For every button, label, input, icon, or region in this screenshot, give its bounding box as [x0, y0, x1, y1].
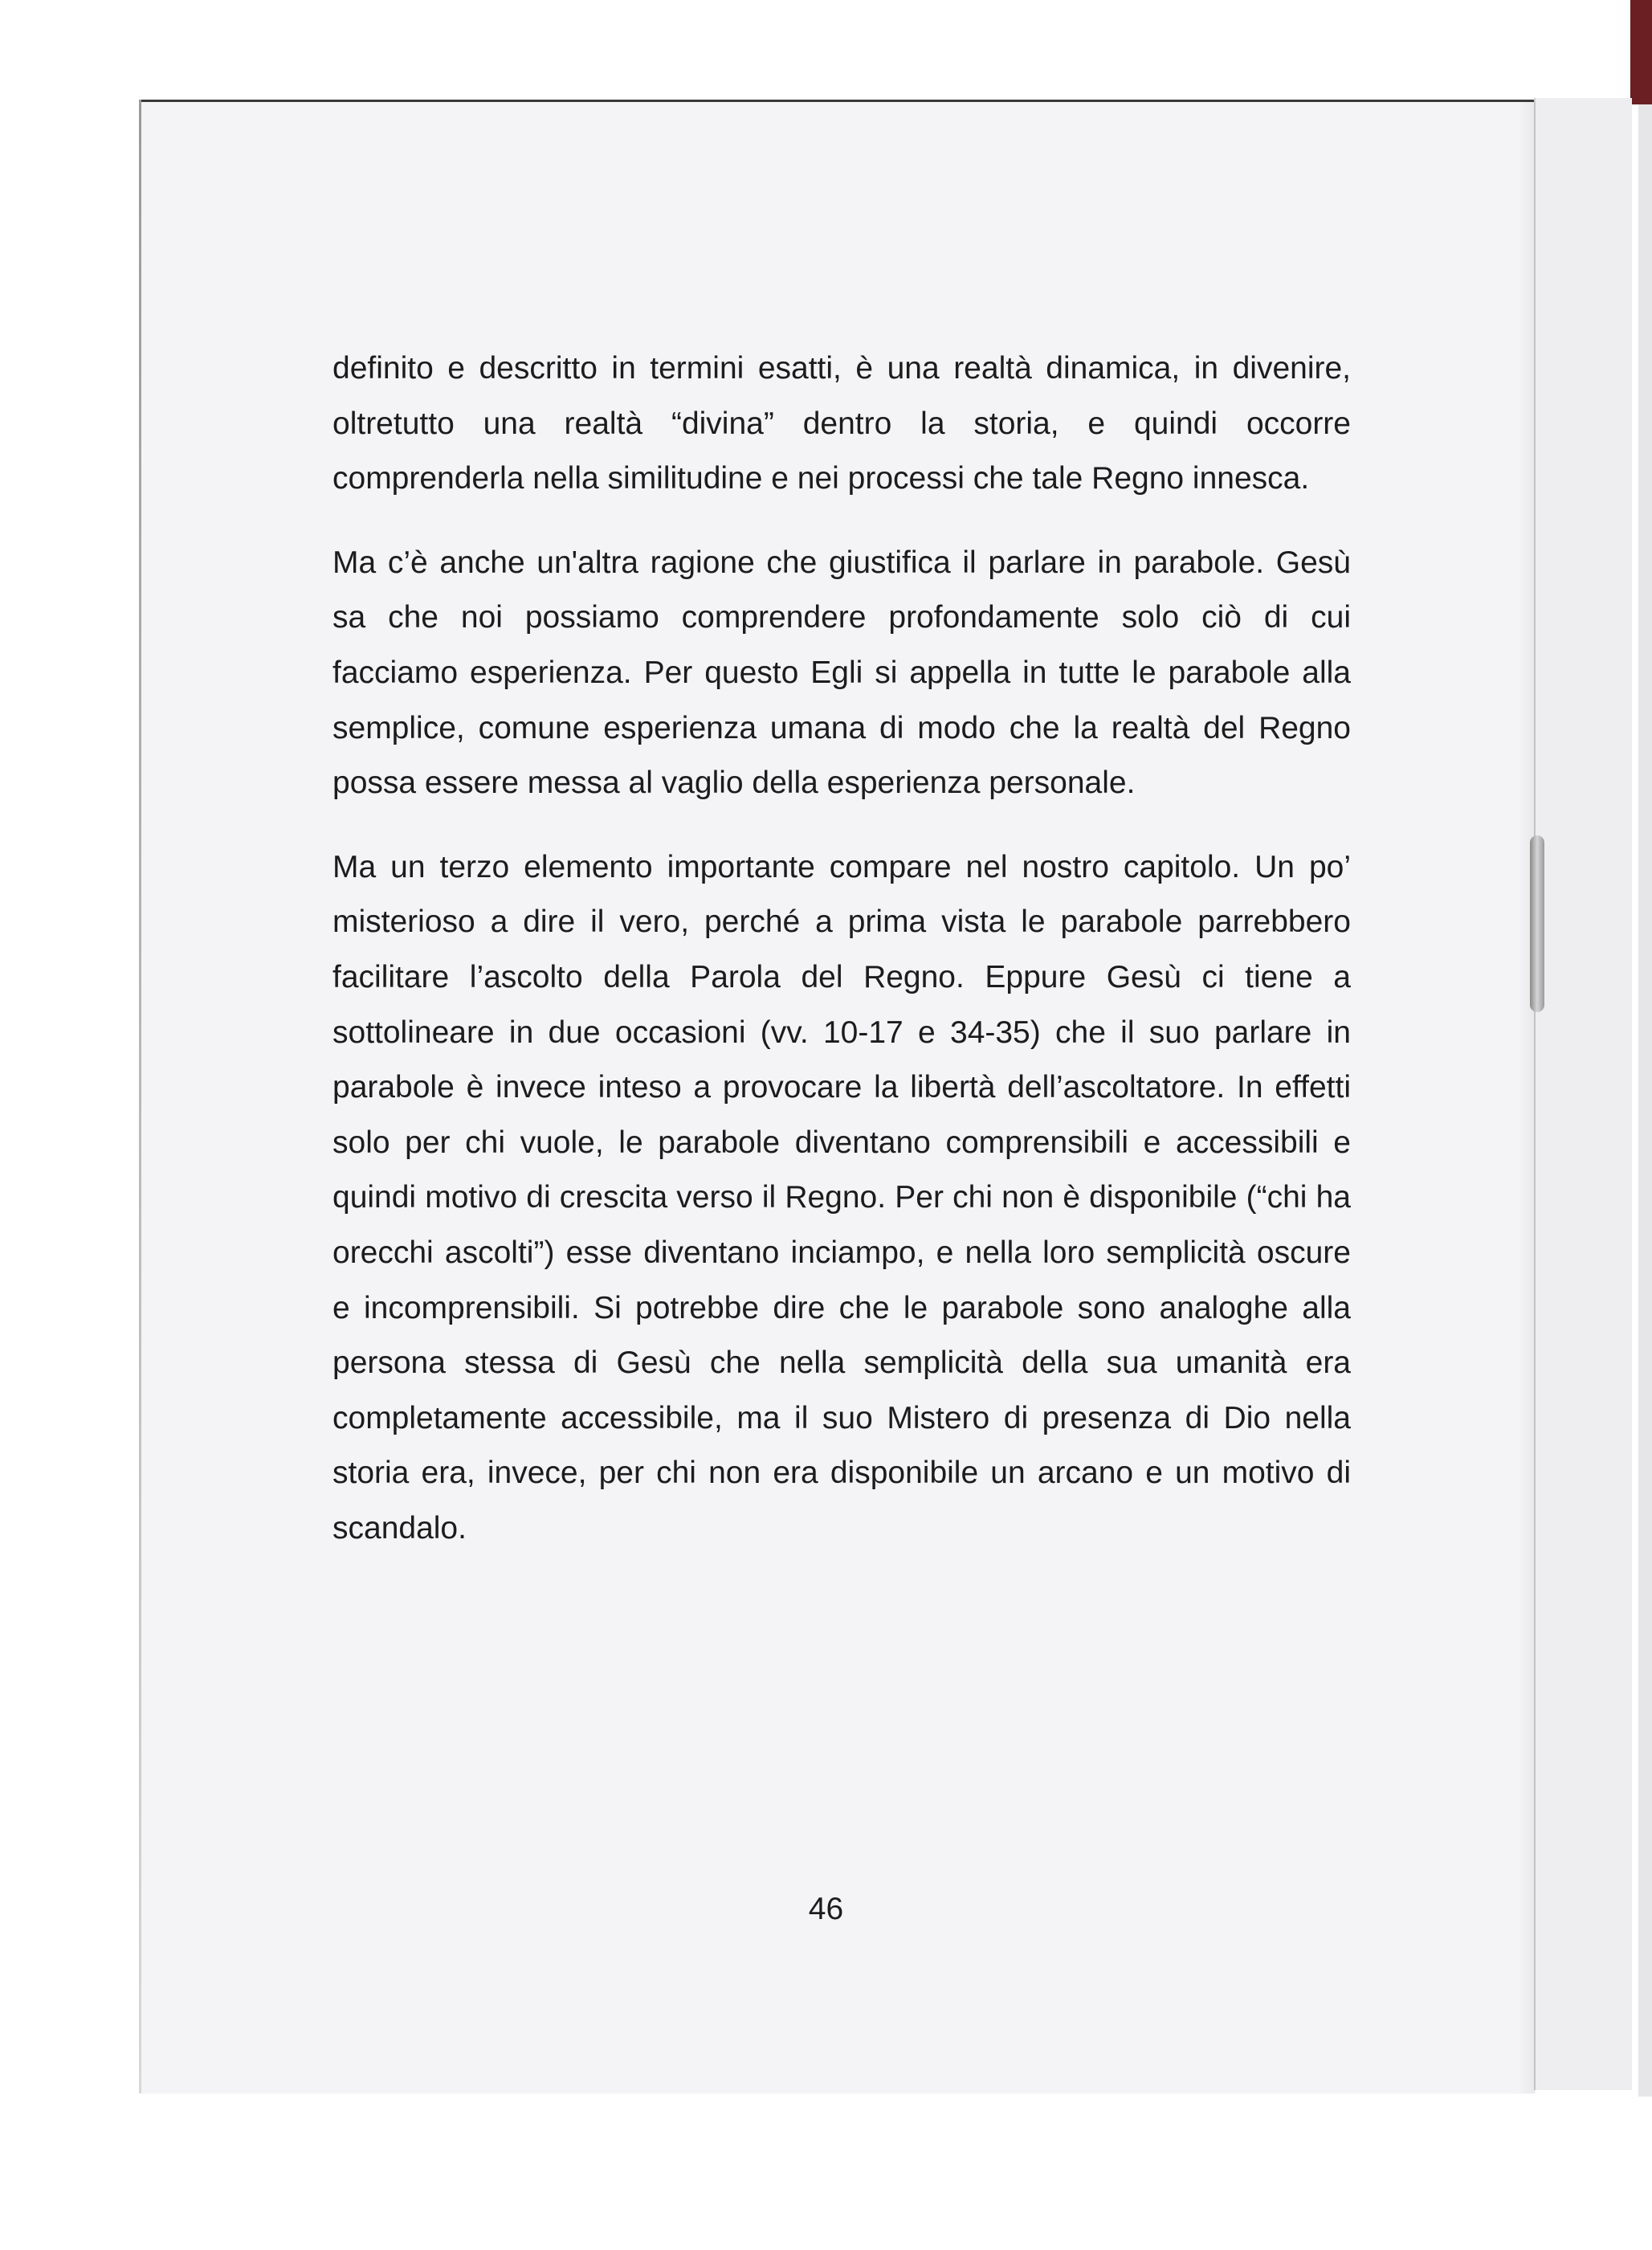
paragraph-3: Ma un terzo elemento importante compare nel nostro capitolo. Un po’ misterioso a dire il vero, perché a prima vista le parabole parrebbero facilitare l’ascolto della Parola del Regno. Eppure Gesù ci tiene a sottolineare in due occasioni (vv. 10-17 e 34-35) che il suo parlare in parabole è invece inteso a provocare la libertà dell’ascoltatore. In effetti solo per chi vuole, le parabole diventano comprensibili e accessibili e quindi motivo di crescita verso il Regno. Per chi non è disponibile (“chi ha orecchi ascolti”) esse diventano inciampo, e nella loro semplicità oscure e incomprensibili. Si potrebbe dire che le parabole sono analoghe alla persona stessa di Gesù che nella semplicità della sua umanità era completamente accessibile, ma il suo Mistero di presenza di Dio nella storia era, invece, per chi non era disponibile un arcano e un motivo di scandalo.	[332, 849, 1351, 1546]
staple	[1530, 835, 1544, 1012]
paragraph-2: Ma c’è anche un'altra ragione che giustifica il parlare in parabole. Gesù sa che noi possiamo comprendere profondamente solo ciò di cui facciamo esperienza. Per questo Egli si appella in tutte le parabole alla semplice, comune esperienza umana di modo che la realtà del Regno possa essere messa al vaglio della esperienza personale.	[332, 545, 1351, 801]
cover-edge	[1638, 104, 1652, 2097]
page-left-edge	[139, 100, 141, 2093]
page-top-edge	[141, 100, 1534, 102]
cover-corner	[1630, 0, 1652, 104]
paragraph-1: definito e descritto in termini esatti, è una realtà dinamica, in divenire, oltretutto una realtà “divina” dentro la storia, e quindi occorre comprenderla nella similitudine e nei processi che tale Regno innesca.	[332, 351, 1351, 496]
binding-fold	[1518, 101, 1536, 2093]
page-number-label: 46	[808, 1892, 844, 1926]
page-number	[0, 1892, 1652, 1927]
body-text	[332, 341, 1351, 1585]
adjacent-page	[1534, 98, 1632, 2090]
